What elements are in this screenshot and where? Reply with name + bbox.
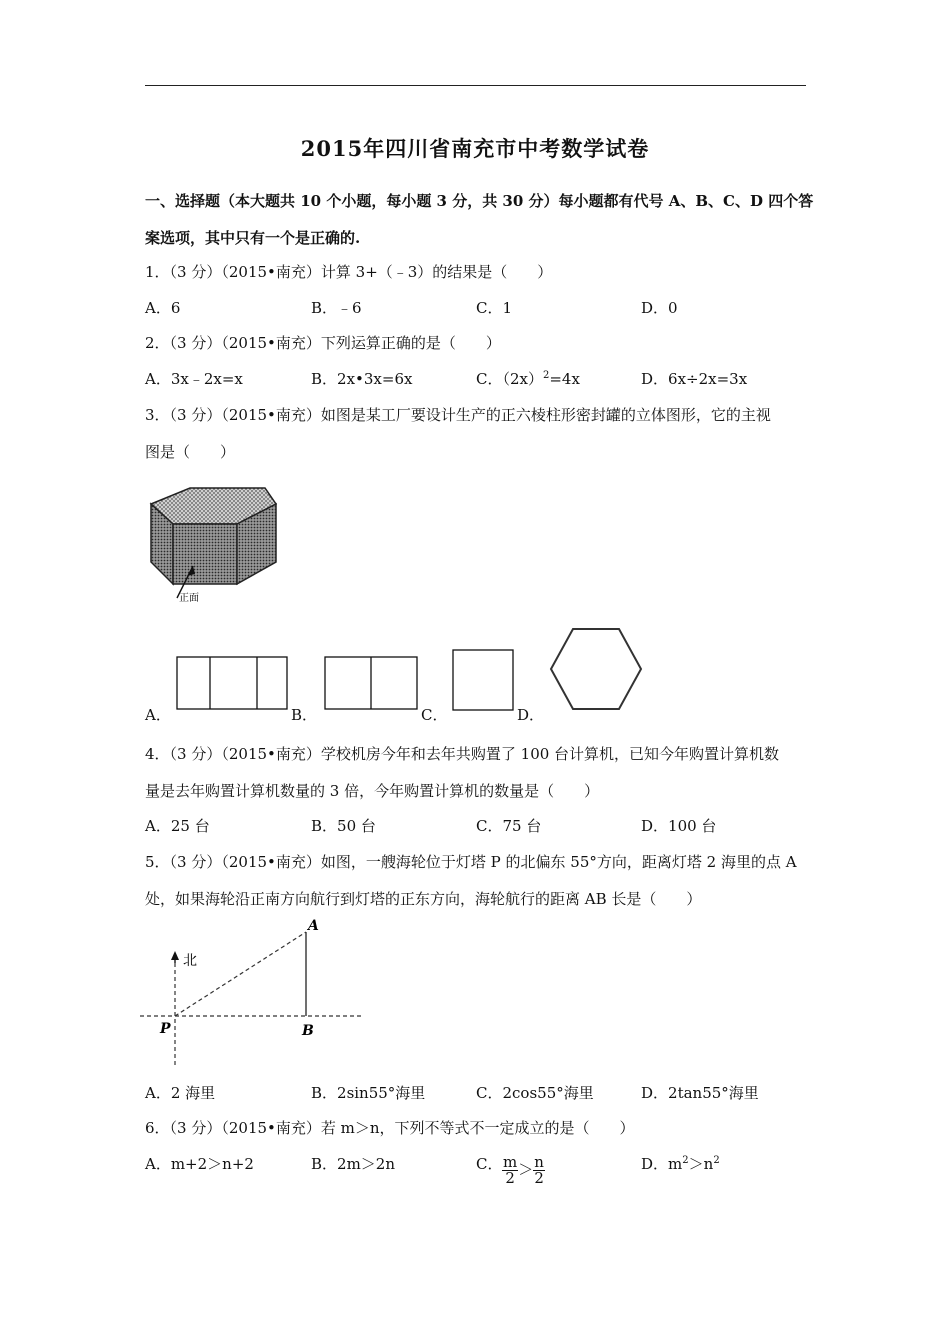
lighthouse-diagram — [140, 915, 365, 1070]
q3-option-b-figure — [324, 656, 418, 710]
q2-option-b: B．2x•3x=6x — [311, 370, 413, 388]
q3-option-d: D． — [517, 706, 545, 724]
fraction-denominator: 2 — [534, 1169, 544, 1187]
fraction-m-over-2 — [502, 1155, 518, 1186]
q5-stem-line2: 处，如果海轮沿正南方向航行到灯塔的正东方向，海轮航行的距离 AB 长是（ ） — [145, 890, 702, 908]
q4-option-c: C．75 台 — [476, 817, 542, 835]
q6-option-d — [641, 1153, 720, 1174]
q1-option-c: C．1 — [476, 299, 513, 317]
q3-option-b: B． — [291, 706, 318, 724]
q6-option-c: C． — [476, 1155, 503, 1173]
q4-option-b: B．50 台 — [311, 817, 376, 835]
q2-option-c-exponent: 2 — [542, 370, 550, 381]
q4-option-a: A．25 台 — [145, 817, 210, 835]
q6-option-d-exponent2: 2 — [713, 1155, 720, 1166]
q3-stem-line1: 3．（3 分）（2015•南充）如图是某工厂要设计生产的正六棱柱形密封罐的立体图形，它的主视 — [145, 406, 771, 424]
north-label: 北 — [183, 953, 197, 969]
q3-stem-line2: 图是（ ） — [145, 443, 236, 461]
q4-stem-line1: 4．（3 分）（2015•南充）学校机房今年和去年共购置了 100 台计算机，已知今年购置计算机数 — [145, 745, 780, 763]
fraction-numerator: m — [503, 1153, 518, 1171]
point-b-label: B — [302, 1023, 314, 1039]
q5-stem-line1: 5．（3 分）（2015•南充）如图，一艘海轮位于灯塔 P 的北偏东 55°方向，距离灯塔 2 海里的点 A — [145, 853, 797, 871]
q2-option-a: A．3x﹣2x=x — [145, 370, 243, 388]
q6-option-d-base: D．m — [641, 1155, 683, 1173]
fraction-n-over-2 — [533, 1155, 545, 1186]
q6-option-d-mid: ＞n — [688, 1155, 714, 1173]
fraction-denominator: 2 — [505, 1169, 515, 1187]
page-title: 2015年四川省南充市中考数学试卷 — [300, 136, 650, 161]
point-a-label: A — [308, 918, 319, 934]
front-view-label: 正面 — [179, 593, 199, 604]
q5-option-c: C．2cos55°海里 — [476, 1084, 594, 1102]
q2-option-d: D．6x÷2x=3x — [641, 370, 748, 388]
q6-option-b: B．2m＞2n — [311, 1155, 395, 1173]
q5-option-a: A．2 海里 — [145, 1084, 216, 1102]
q2-stem: 2．（3 分）（2015•南充）下列运算正确的是（ ） — [145, 334, 501, 352]
q5-option-d: D．2tan55°海里 — [641, 1084, 759, 1102]
q3-option-c: C． — [421, 706, 448, 724]
greater-than-sign: ＞ — [518, 1160, 534, 1179]
header-rule — [145, 85, 806, 86]
q2-option-c-tail: =4x — [549, 370, 580, 388]
q6-option-a: A．m+2＞n+2 — [145, 1155, 254, 1173]
q1-option-b: B．﹣6 — [311, 299, 362, 317]
q1-option-a: A．6 — [145, 299, 181, 317]
q1-stem: 1．（3 分）（2015•南充）计算 3+（﹣3）的结果是（ ） — [145, 263, 553, 281]
q1-option-d: D．0 — [641, 299, 678, 317]
section-heading-line1: 一、选择题（本大题共 10 个小题，每小题 3 分，共 30 分）每小题都有代号 A、B、C、D 四个答 — [145, 192, 814, 210]
q6-option-d-exponent1: 2 — [682, 1155, 689, 1166]
q3-option-c-figure — [452, 649, 514, 711]
q5-option-b: B．2sin55°海里 — [311, 1084, 426, 1102]
q6-option-c-expression — [502, 1155, 545, 1186]
q4-option-d: D．100 台 — [641, 817, 717, 835]
fraction-numerator: n — [534, 1153, 544, 1171]
q2-option-c — [476, 368, 580, 389]
q6-stem: 6．（3 分）（2015•南充）若 m＞n，下列不等式不一定成立的是（ ） — [145, 1119, 635, 1137]
section-heading-line2: 案选项，其中只有一个是正确的. — [145, 229, 361, 247]
q2-option-c-base: C．（2x） — [476, 370, 543, 388]
hexagonal-prism-figure — [145, 484, 285, 604]
q3-option-d-figure — [549, 627, 643, 711]
q4-stem-line2: 量是去年购置计算机数量的 3 倍，今年购置计算机的数量是（ ） — [145, 782, 600, 800]
point-p-label: P — [160, 1021, 171, 1037]
q3-option-a: A． — [145, 706, 171, 724]
q3-option-a-figure — [176, 656, 288, 710]
